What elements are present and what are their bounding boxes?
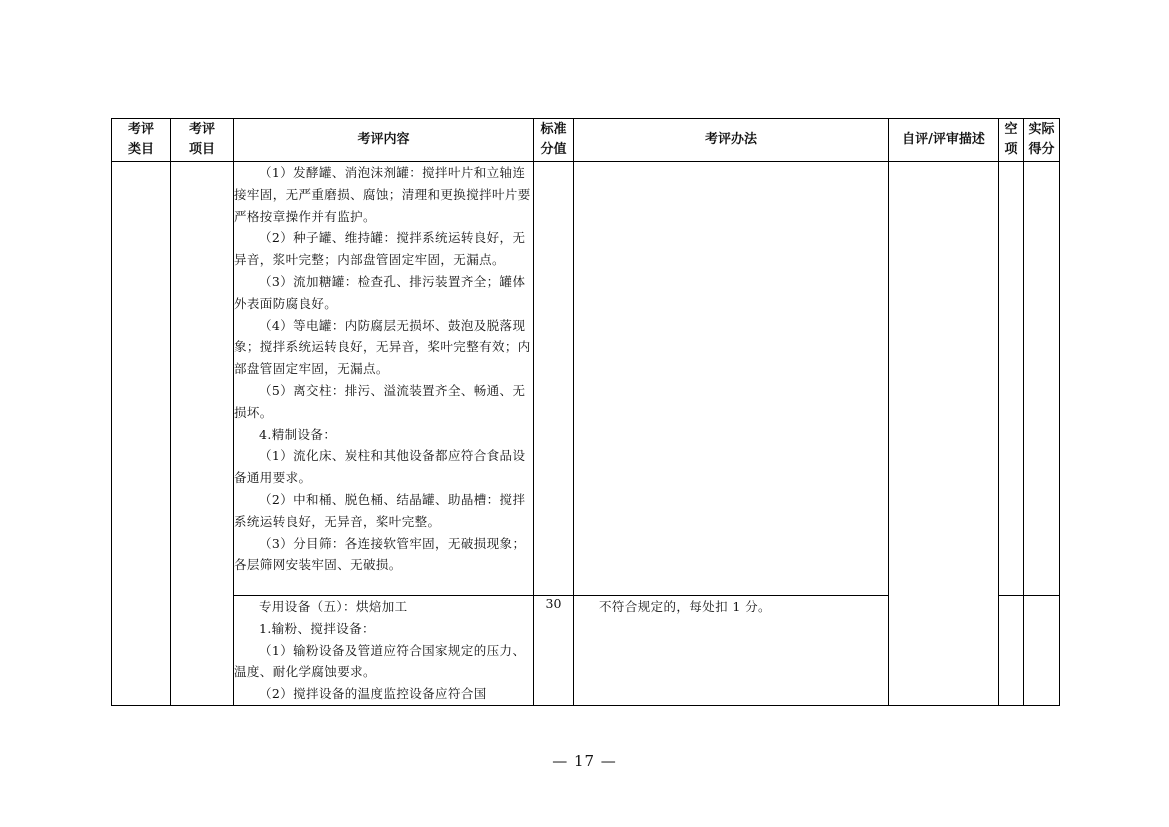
content-cell	[234, 596, 534, 706]
method-cell	[574, 596, 889, 706]
content-paragraph: （1）输粉设备及管道应符合国家规定的压力、温度、耐化学腐蚀要求。	[234, 642, 526, 680]
header-score: 标准 分值	[534, 119, 574, 162]
method-cell	[574, 162, 889, 596]
header-actual-score: 实际 得分	[1024, 119, 1060, 162]
item-cell	[171, 162, 234, 706]
content-paragraph: （5）离交柱：排污、溢流装置齐全、畅通、无损坏。	[234, 382, 526, 420]
content-paragraph: （2）种子罐、维持罐：搅拌系统运转良好，无异音，浆叶完整；内部盘管固定牢固，无漏点。	[234, 230, 526, 268]
header-self-review: 自评/评审描述	[889, 119, 999, 162]
content-paragraph: （1）发酵罐、消泡沫剂罐：搅拌叶片和立轴连接牢固，无严重磨损、腐蚀；清理和更换搅拌叶片要严格按章操作并有监护。	[234, 165, 531, 224]
category-cell	[112, 162, 171, 706]
header-blank: 空 项	[999, 119, 1024, 162]
evaluation-table	[111, 118, 1060, 706]
score-cell: 30	[534, 596, 574, 706]
score-cell	[534, 162, 574, 596]
blank-cell	[999, 162, 1024, 596]
content-paragraph: （3）分目筛：各连接软管牢固，无破损现象；各层筛网安装牢固、无破损。	[234, 535, 526, 573]
content-paragraph: 专用设备（五）：烘焙加工	[259, 599, 408, 614]
header-content: 考评内容	[234, 119, 534, 162]
content-paragraph: 4.精制设备：	[259, 426, 337, 442]
page-number: — 17 —	[552, 752, 617, 770]
table-row	[112, 162, 1060, 596]
content-paragraph: （2）搅拌设备的温度监控设备应符合国	[259, 686, 487, 702]
actual-score-cell	[1024, 596, 1060, 706]
self-review-cell	[889, 162, 999, 706]
content-paragraph: （3）流加糖罐：检查孔、排污装置齐全；罐体外表面防腐良好。	[234, 273, 526, 311]
blank-cell	[999, 596, 1024, 706]
header-category: 考评 类目	[112, 119, 171, 162]
header-method: 考评办法	[574, 119, 889, 162]
method-text: 不符合规定的，每处扣 1 分。	[599, 599, 771, 614]
table-header-row	[112, 119, 1060, 162]
content-cell	[234, 162, 534, 596]
content-paragraph: （1）流化床、炭柱和其他设备都应符合食品设备通用要求。	[234, 448, 526, 486]
content-paragraph: （4）等电罐：内防腐层无损坏、鼓泡及脱落现象；搅拌系统运转良好，无异音，桨叶完整有效；内部盘管固定牢固，无漏点。	[234, 317, 531, 377]
actual-score-cell	[1024, 162, 1060, 596]
content-paragraph: 1.输粉、搅拌设备：	[259, 620, 375, 636]
content-paragraph: （2）中和桶、脱色桶、结晶罐、助晶槽：搅拌系统运转良好，无异音，桨叶完整。	[234, 491, 526, 529]
header-item: 考评 项目	[171, 119, 234, 162]
